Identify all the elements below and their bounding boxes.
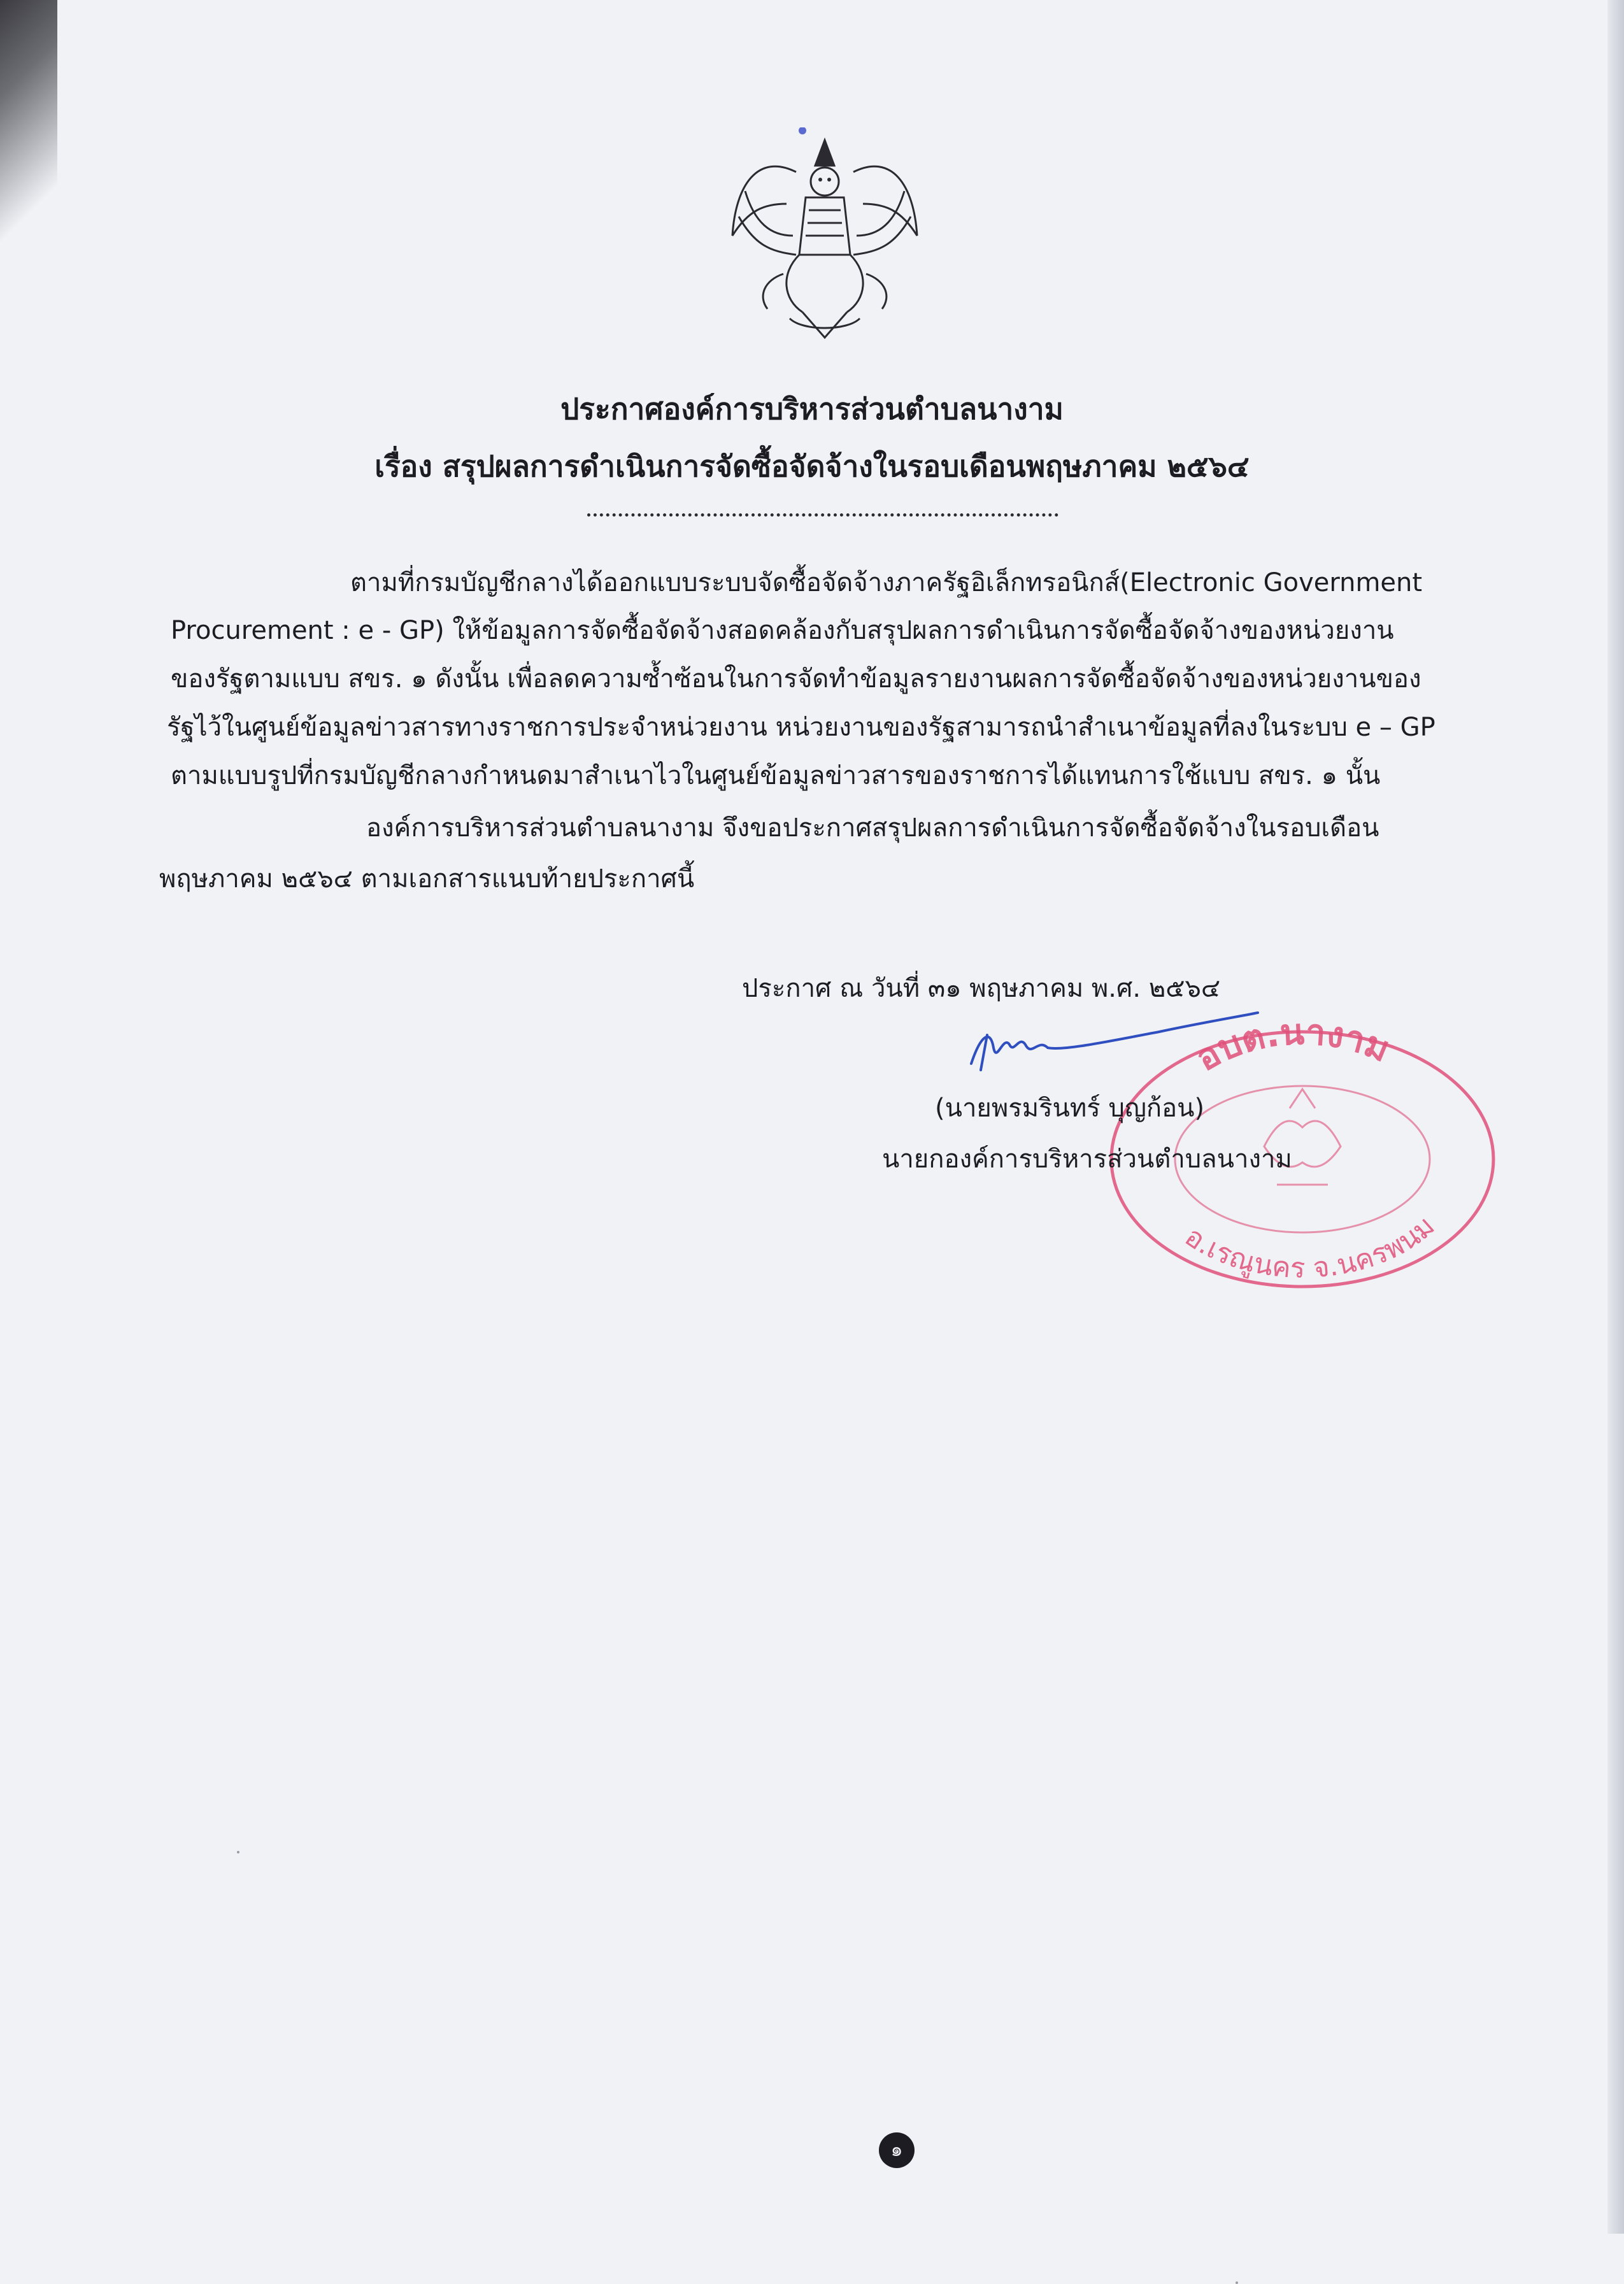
stamp-bottom-text: อ.เรณูนคร จ.นครพนม	[1179, 1210, 1441, 1285]
signer-title: นายกองค์การบริหารส่วนตำบลนางาม	[882, 1145, 1292, 1174]
scan-speck	[237, 1851, 239, 1853]
body-line-1: ตามที่กรมบัญชีกลางได้ออกแบบระบบจัดซื้อจัดจ้างภาครัฐอิเล็กทรอนิกส์(Electronic Government	[350, 568, 1423, 597]
body-line-7: พฤษภาคม ๒๕๖๔ ตามเอกสารแนบท้ายประกาศนี้	[159, 864, 695, 894]
page-number: ๑	[879, 2132, 915, 2168]
page-edge	[1607, 0, 1624, 2234]
stamp-top-text: อบต.นางาม	[1188, 1019, 1396, 1080]
svg-text:อบต.นางาม	[1189, 1019, 1396, 1080]
announcement-date: ประกาศ ณ วันที่ ๓๑ พฤษภาคม พ.ศ. ๒๕๖๔	[742, 974, 1221, 1003]
garuda-emblem-icon	[720, 127, 930, 350]
signer-name: (นายพรมรินทร์ บุญก้อน)	[935, 1094, 1205, 1123]
document-title: ประกาศองค์การบริหารส่วนตำบลนางาม	[560, 392, 1064, 426]
body-line-5: ตามแบบรูปที่กรมบัญชีกลางกำหนดมาสำเนาไวในศูนย์ข้อมูลข่าวสารของราชการได้แทนการใช้แบบ สขร. ๑ นั้น	[171, 761, 1381, 790]
body-line-3: ของรัฐตามแบบ สขร. ๑ ดังนั้น เพื่อลดความซ้ำซ้อนในการจัดทำข้อมูลรายงานผลการจัดซื้อจัดจ้างของหน่วยงานของ	[171, 664, 1421, 694]
body-line-6: องค์การบริหารส่วนตำบลนางาม จึงขอประกาศสรุปผลการดำเนินการจัดซื้อจัดจ้างในรอบเดือน	[366, 813, 1379, 843]
document-subject: เรื่อง สรุปผลการดำเนินการจัดซื้อจัดจ้างในรอบเดือนพฤษภาคม ๒๕๖๔	[374, 449, 1250, 483]
scan-shadow	[0, 0, 57, 268]
scan-speck	[1236, 2281, 1238, 2284]
body-line-2: Procurement : e - GP) ให้ข้อมูลการจัดซื้อจัดจ้างสอดคล้องกับสรุปผลการดำเนินการจัดซื้อจัดจ้างของหน่วยงาน	[171, 616, 1394, 645]
body-line-4: รัฐไว้ในศูนย์ข้อมูลข่าวสารทางราชการประจำหน่วยงาน หน่วยงานของรัฐสามารถนำสำเนาข้อมูลที่ลงในระบบ e – GP	[167, 713, 1435, 742]
dotted-separator	[587, 513, 1058, 517]
